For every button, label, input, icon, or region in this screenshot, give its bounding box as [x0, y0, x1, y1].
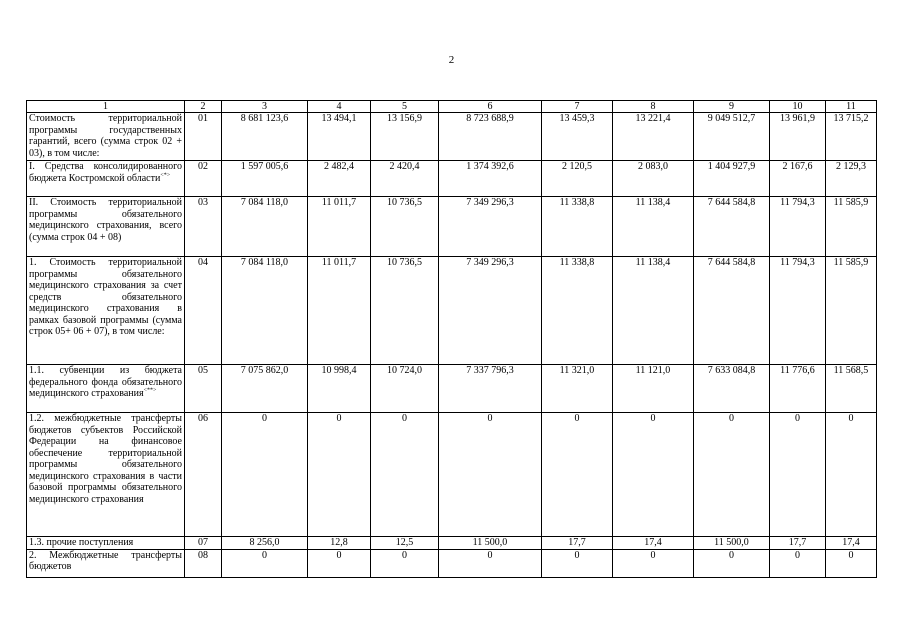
value-cell: 9 049 512,7: [694, 113, 770, 161]
table-row: [27, 537, 877, 550]
value-cell: 17,7: [542, 537, 613, 550]
value-cell: 1 404 927,9: [694, 161, 770, 197]
value-cell: 11 776,6: [770, 365, 826, 413]
row-code: 03: [185, 197, 222, 257]
row-code: 04: [185, 257, 222, 365]
value-cell: 0: [308, 413, 371, 537]
value-cell: 7 644 584,8: [694, 257, 770, 365]
row-description: [27, 365, 185, 413]
value-cell: 0: [222, 413, 308, 537]
row-description: [27, 197, 185, 257]
table-row: [27, 197, 877, 257]
page-number: 2: [448, 54, 455, 66]
row-description-text: 1.3. прочие поступления: [29, 537, 134, 548]
value-cell: 10 736,5: [371, 197, 439, 257]
value-cell: 2 482,4: [308, 161, 371, 197]
footnote-marker: <*>: [160, 172, 171, 179]
value-cell: 11 794,3: [770, 197, 826, 257]
value-cell: 1 374 392,6: [439, 161, 542, 197]
value-cell: 2 167,6: [770, 161, 826, 197]
column-header: 6: [439, 101, 542, 113]
table-row: [27, 113, 877, 161]
value-cell: 7 633 084,8: [694, 365, 770, 413]
column-header: 5: [371, 101, 439, 113]
value-cell: 13 156,9: [371, 113, 439, 161]
value-cell: 0: [770, 413, 826, 537]
value-cell: 0: [613, 549, 694, 577]
table-header-row: [27, 101, 877, 113]
value-cell: 13 715,2: [826, 113, 877, 161]
row-code: 05: [185, 365, 222, 413]
value-cell: 0: [439, 549, 542, 577]
value-cell: 11 500,0: [439, 537, 542, 550]
table-row: [27, 257, 877, 365]
row-description-text: I. Средства консолидированного бюджета Костромской области: [29, 161, 182, 184]
value-cell: 11 794,3: [770, 257, 826, 365]
value-cell: 12,5: [371, 537, 439, 550]
row-code: 07: [185, 537, 222, 550]
value-cell: 11 500,0: [694, 537, 770, 550]
column-header: 4: [308, 101, 371, 113]
row-description: [27, 549, 185, 577]
column-header: 8: [613, 101, 694, 113]
value-cell: 0: [542, 413, 613, 537]
row-description: [27, 413, 185, 537]
value-cell: 2 420,4: [371, 161, 439, 197]
value-cell: 7 644 584,8: [694, 197, 770, 257]
value-cell: 11 321,0: [542, 365, 613, 413]
value-cell: 11 585,9: [826, 257, 877, 365]
table-row: [27, 161, 877, 197]
value-cell: 13 961,9: [770, 113, 826, 161]
value-cell: 7 337 796,3: [439, 365, 542, 413]
value-cell: 11 568,5: [826, 365, 877, 413]
value-cell: 0: [826, 549, 877, 577]
value-cell: 0: [694, 549, 770, 577]
value-cell: 13 459,3: [542, 113, 613, 161]
value-cell: 11 585,9: [826, 197, 877, 257]
value-cell: 13 494,1: [308, 113, 371, 161]
row-description-text: 1.1. субвенции из бюджета федерального фонда обязательного медицинского страхования: [29, 365, 182, 399]
value-cell: 17,4: [613, 537, 694, 550]
value-cell: 7 075 862,0: [222, 365, 308, 413]
value-cell: 0: [371, 413, 439, 537]
value-cell: 11 121,0: [613, 365, 694, 413]
value-cell: 11 011,7: [308, 197, 371, 257]
column-header: 11: [826, 101, 877, 113]
value-cell: 11 338,8: [542, 197, 613, 257]
value-cell: 11 338,8: [542, 257, 613, 365]
table-row: [27, 413, 877, 537]
value-cell: 7 084 118,0: [222, 197, 308, 257]
row-description-text: 2. Межбюджетные трансферты бюджетов: [29, 549, 182, 572]
value-cell: 12,8: [308, 537, 371, 550]
value-cell: 7 084 118,0: [222, 257, 308, 365]
column-header: 10: [770, 101, 826, 113]
value-cell: 8 723 688,9: [439, 113, 542, 161]
value-cell: 2 129,3: [826, 161, 877, 197]
row-description-text: Стоимость территориальной программы государственных гарантий, всего (сумма строк 02 + 03), в том числе:: [29, 113, 182, 159]
table-row: [27, 549, 877, 577]
value-cell: 17,4: [826, 537, 877, 550]
value-cell: 13 221,4: [613, 113, 694, 161]
row-description-text: 1.2. межбюджетные трансферты бюджетов субъектов Российской Федерации на финансовое обеспечение территориальной программы обязательного медицинского страхования в части базовой программы обязательного медицинского страхования: [29, 413, 182, 505]
value-cell: 2 120,5: [542, 161, 613, 197]
value-cell: 8 256,0: [222, 537, 308, 550]
row-description: [27, 113, 185, 161]
row-description: [27, 161, 185, 197]
value-cell: 0: [371, 549, 439, 577]
value-cell: 0: [222, 549, 308, 577]
row-code: 06: [185, 413, 222, 537]
value-cell: 0: [770, 549, 826, 577]
value-cell: 10 736,5: [371, 257, 439, 365]
value-cell: 17,7: [770, 537, 826, 550]
column-header: 9: [694, 101, 770, 113]
row-description-text: 1. Стоимость территориальной программы обязательного медицинского страхования за счет средств обязательного медицинского страхования в рамках базовой программы (сумма строк 05+ 06 + 07), в том числе:: [29, 257, 182, 337]
value-cell: 10 998,4: [308, 365, 371, 413]
row-description: [27, 257, 185, 365]
value-cell: 8 681 123,6: [222, 113, 308, 161]
row-code: 02: [185, 161, 222, 197]
value-cell: 0: [542, 549, 613, 577]
row-code: 08: [185, 549, 222, 577]
value-cell: 0: [613, 413, 694, 537]
column-header: 7: [542, 101, 613, 113]
value-cell: 7 349 296,3: [439, 257, 542, 365]
value-cell: 0: [694, 413, 770, 537]
value-cell: 11 138,4: [613, 197, 694, 257]
value-cell: 2 083,0: [613, 161, 694, 197]
value-cell: 1 597 005,6: [222, 161, 308, 197]
value-cell: 0: [439, 413, 542, 537]
row-description-text: II. Стоимость территориальной программы обязательного медицинского страхования, всего (сумма строк 04 + 08): [29, 197, 182, 243]
row-code: 01: [185, 113, 222, 161]
value-cell: 11 011,7: [308, 257, 371, 365]
column-header: 1: [27, 101, 185, 113]
value-cell: 10 724,0: [371, 365, 439, 413]
budget-table: [26, 100, 877, 578]
column-header: 2: [185, 101, 222, 113]
value-cell: 0: [308, 549, 371, 577]
value-cell: 0: [826, 413, 877, 537]
value-cell: 7 349 296,3: [439, 197, 542, 257]
column-header: 3: [222, 101, 308, 113]
table-row: [27, 365, 877, 413]
footnote-marker: <**>: [143, 387, 157, 394]
row-description: [27, 537, 185, 550]
value-cell: 11 138,4: [613, 257, 694, 365]
